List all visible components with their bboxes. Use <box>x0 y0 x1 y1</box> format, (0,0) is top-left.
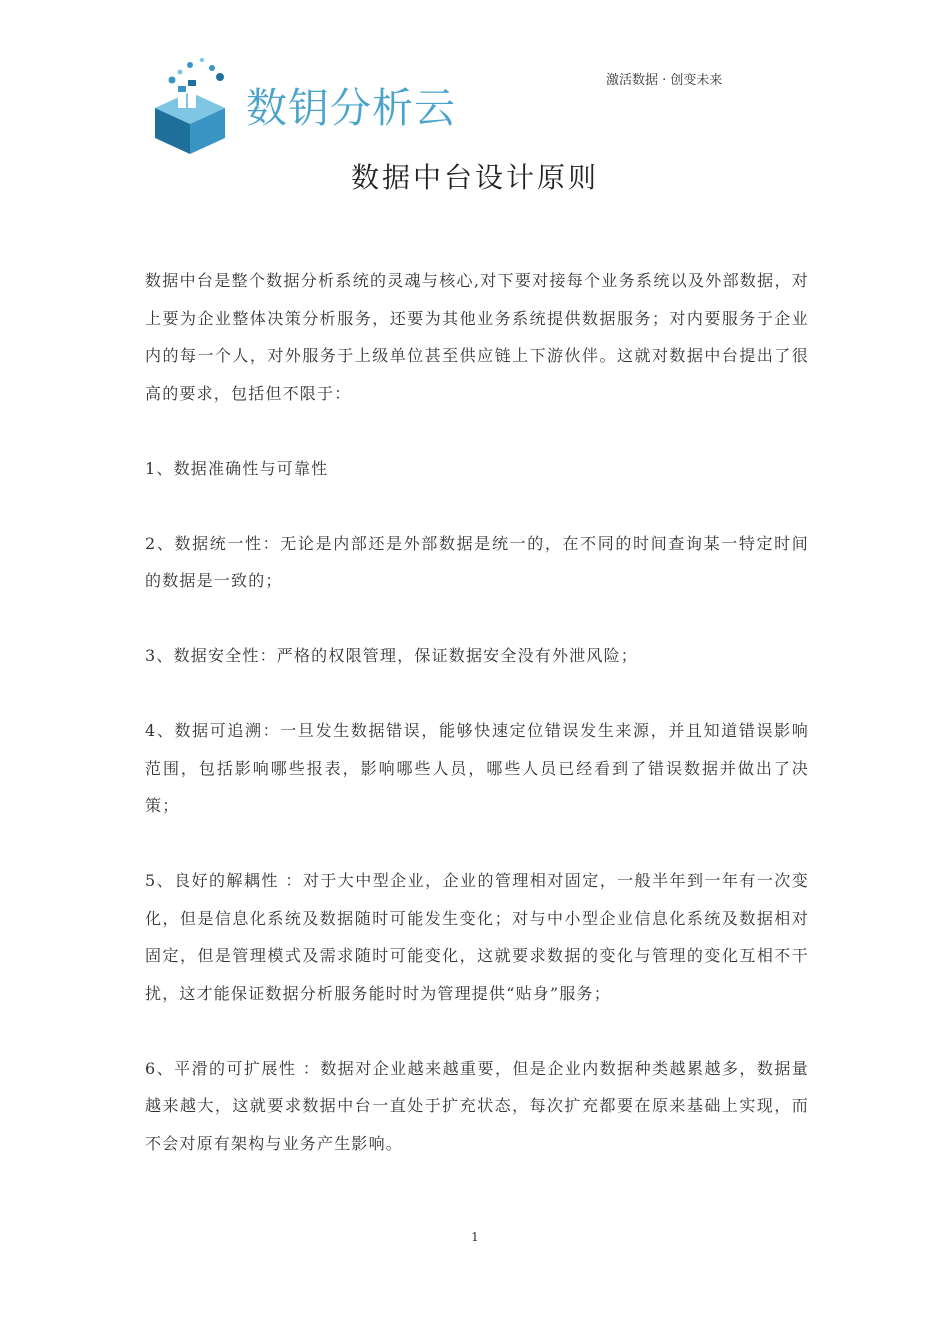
brand-name: 数钥分析云 <box>246 84 456 132</box>
document-body <box>145 262 809 1200</box>
principle-item: 4、数据可追溯：一旦发生数据错误，能够快速定位错误发生来源，并且知道错误影响范围，包括影响哪些报表，影响哪些人员，哪些人员已经看到了错误数据并做出了决策； <box>145 721 809 815</box>
principle-item: 5、良好的解耦性 ：对于大中型企业，企业的管理相对固定，一般半年到一年有一次变化，但是信息化系统及数据随时可能发生变化；对与中小型企业信息化系统及数据相对固定，但是管理模式及需求随时可能变化，这就要求数据的变化与管理的变化互相不干扰，这才能保证数据分析服务能时时为管理提供“贴身”服务； <box>145 871 809 1003</box>
principle-item: 6、平滑的可扩展性 ：数据对企业越来越重要，但是企业内数据种类越累越多，数据量越来越大，这就要求数据中台一直处于扩充状态，每次扩充都要在原来基础上实现，而不会对原有架构与业务产生影响。 <box>145 1058 809 1153</box>
principle-item: 2、数据统一性：无论是内部还是外部数据是统一的，在不同的时间查询某一特定时间的数据是一致的； <box>145 533 809 590</box>
principle-item: 3、数据安全性：严格的权限管理，保证数据安全没有外泄风险； <box>145 646 638 665</box>
page-number: 1 <box>471 1230 479 1244</box>
header-slogan: 激活数据 · 创变未来 <box>606 73 723 88</box>
intro-paragraph: 数据中台是整个数据分析系统的灵魂与核心,对下要对接每个业务系统以及外部数据，对上要为企业整体决策分析服务，还要为其他业务系统提供数据服务；对内要服务于企业内的每一个人，对外服务于上级单位甚至供应链上下游伙伴。这就对数据中台提出了很高的要求，包括但不限于： <box>145 271 809 403</box>
principle-item: 1、数据准确性与可靠性 <box>145 458 329 478</box>
cube-logo-icon <box>150 56 245 156</box>
brand-logo <box>150 56 480 156</box>
document-title: 数据中台设计原则 <box>350 161 599 194</box>
